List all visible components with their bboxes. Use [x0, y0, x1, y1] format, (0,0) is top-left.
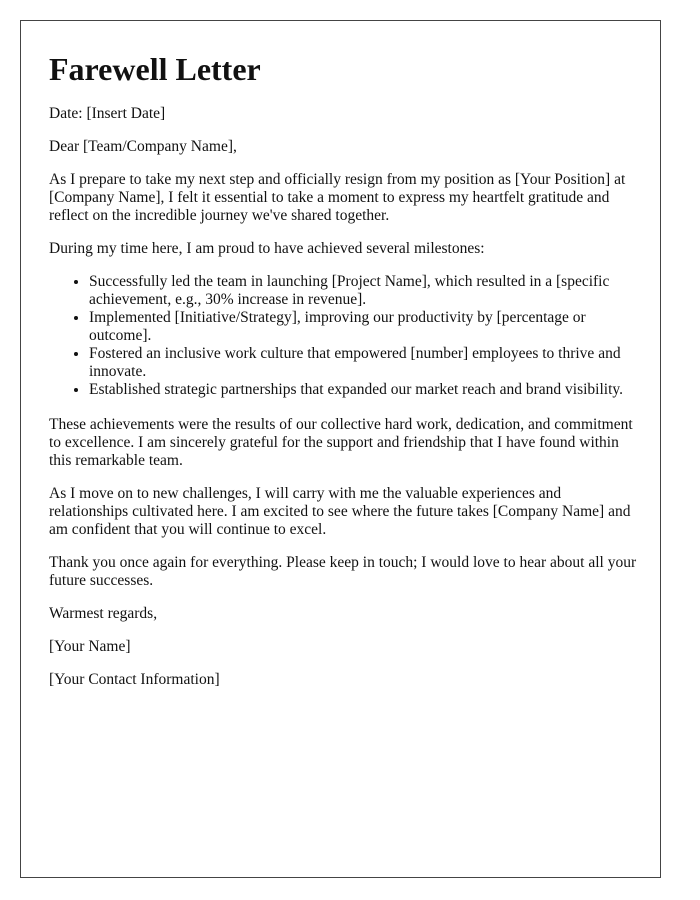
milestone-item: • Successfully led the team in launching [Project Name], which resulted in a [specific achievement, e.g., 30% increase in revenue]. [89, 273, 639, 309]
future-paragraph: As I move on to new challenges, I will carry with me the valuable experiences and relationships cultivated here. I am excited to see where the future takes [Company Name] and am confident that you will continue to excel. [49, 485, 631, 538]
milestone-item: • Fostered an inclusive work culture that empowered [number] employees to thrive and innovate. [89, 345, 639, 381]
achievements-paragraph: These achievements were the results of our collective hard work, dedication, and commitment to excellence. I am sincerely grateful for the support and friendship that I have found within this remarkable team. [49, 416, 633, 469]
letter-page [20, 20, 661, 878]
thanks-paragraph: Thank you once again for everything. Please keep in touch; I would love to hear about all your future successes. [49, 554, 637, 589]
signature-name: [Your Name] [49, 638, 131, 655]
intro-paragraph: As I prepare to take my next step and officially resign from my position as [Your Position] at [Company Name], I felt it essential to take a moment to express my heartfelt gratitude and reflect on the incredible journey we've shared together. [49, 171, 626, 224]
milestone-item: • Implemented [Initiative/Strategy], improving our productivity by [percentage or outcome]. [89, 309, 639, 345]
signature-contact: [Your Contact Information] [49, 671, 220, 688]
closing: Warmest regards, [49, 605, 158, 622]
salutation: Dear [Team/Company Name], [49, 138, 237, 155]
letter-title: Farewell Letter [49, 51, 261, 87]
milestone-item: • Established strategic partnerships that expanded our market reach and brand visibility. [89, 381, 639, 399]
milestones-list [49, 273, 639, 399]
milestones-intro: During my time here, I am proud to have achieved several milestones: [49, 240, 485, 257]
letter-content [49, 50, 639, 704]
date-line: Date: [Insert Date] [49, 105, 166, 122]
